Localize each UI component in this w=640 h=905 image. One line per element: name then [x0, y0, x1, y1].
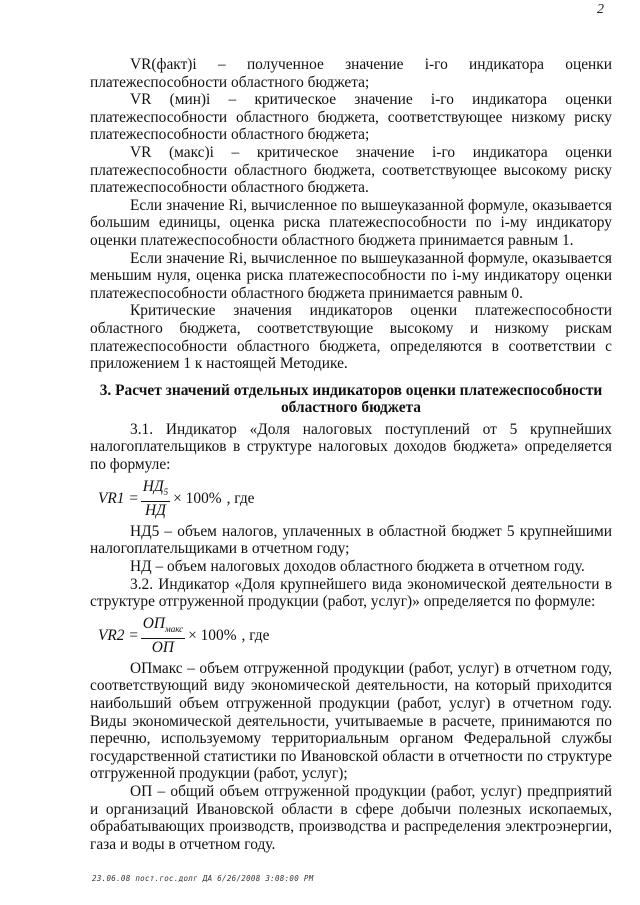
body-text [90, 56, 612, 853]
formula-vr2-multiplier: × 100% [188, 626, 237, 644]
indicator-2-intro: 3.2. Индикатор «Доля крупнейшего вида экономической деятельности в структуре отгруженной продукции (работ, услуг)» определяется по формуле: [90, 575, 612, 611]
formula-vr2-num-text: ОП [142, 614, 165, 632]
formula-vr2-denominator: ОП [151, 638, 175, 656]
formula-vr2-lhs: VR2 = [98, 626, 139, 644]
formula-vr1-where: , где [226, 489, 255, 507]
formula-vr1-multiplier: × 100% [173, 489, 222, 507]
formula-vr1 [90, 478, 612, 519]
formula-vr1-numerator [141, 478, 170, 502]
indicator-2-def-opmax: ОПмакс – объем отгруженной продукции (работ, услуг) в отчетном году, соответствующий виду экономической деятельности, на который приходится наибольший объем отгруженной продукции (работ, услуг) в отчетном году. Виды экономической деятельности, учитываемые в расчете, принимаются по перечню, используемому территориальным органом Федеральной службы государственной статистики по Ивановской области в отчетности по структуре отгруженной продукции (работ, услуг); [90, 659, 612, 783]
formula-vr1-lhs: VR1 = [98, 489, 139, 507]
indicator-2-def-op: ОП – общий объем отгруженной продукции (работ, услуг) предприятий и организаций Ивановской области в сфере добычи полезных ископаемых, обрабатывающих производств, производства и распределения электроэнергии, газа и воды в отчетном году. [90, 782, 612, 853]
paragraph-critical-values: Критические значения индикаторов оценки платежеспособности областного бюджета, соответствующие высокому и низкому рискам платежеспособности областного бюджета, определяются в соответствии с приложением 1 к настоящей Методике. [90, 302, 612, 373]
paragraph-ri-greater: Если значение Ri, вычисленное по вышеуказанной формуле, оказывается большим единицы, оценка риска платежеспособности по i-му индикатору оценки платежеспособности областного бюджета принимается равным 1. [90, 196, 612, 249]
indicator-1-def-nd5: НД5 – объем налогов, уплаченных в областной бюджет 5 крупнейшими налогоплательщиками в отчетном году; [90, 522, 612, 558]
formula-vr1-num-text: НД [142, 477, 164, 495]
formula-vr1-num-sub: 5 [163, 486, 169, 497]
page-number: 2 [597, 2, 604, 17]
formula-vr2 [90, 615, 612, 656]
formula-vr2-fraction [141, 615, 185, 656]
definition-vr-fact: VR(факт)i – полученное значение i-го индикатора оценки платежеспособности областного бюджета; [90, 56, 612, 91]
formula-vr2-numerator [141, 615, 185, 639]
formula-vr1-denominator: НД [144, 501, 166, 519]
paragraph-ri-less: Если значение Ri, вычисленное по вышеуказанной формуле, оказывается меньшим нуля, оценка риска платежеспособности по i-му индикатору оценки платежеспособности областного бюджета принимается равным 0. [90, 249, 612, 302]
definition-vr-min: VR (мин)i – критическое значение i-го индикатора оценки платежеспособности областного бюджета, соответствующее низкому риску платежеспособности областного бюджета; [90, 91, 612, 144]
definition-vr-max: VR (макс)i – критическое значение i-го индикатора оценки платежеспособности областного бюджета, соответствующее высокому риску платежеспособности областного бюджета. [90, 143, 612, 197]
indicator-1-intro: 3.1. Индикатор «Доля налоговых поступлений от 5 крупнейших налогоплательщиков в структуре налоговых доходов бюджета» определяется по формуле: [90, 420, 612, 474]
formula-vr1-fraction [141, 478, 170, 519]
formula-vr2-where: , где [241, 626, 270, 644]
footer-stamp: 23.06.08 пост.гос.долг ДА 6/26/2008 3:08:00 PM [92, 874, 314, 883]
section-title: 3. Расчет значений отдельных индикаторов оценки платежеспособности областного бюджета [99, 381, 603, 417]
indicator-1-def-nd: НД – объем налоговых доходов областного бюджета в отчетном году. [130, 557, 585, 575]
formula-vr2-num-sub: макс [164, 623, 184, 634]
